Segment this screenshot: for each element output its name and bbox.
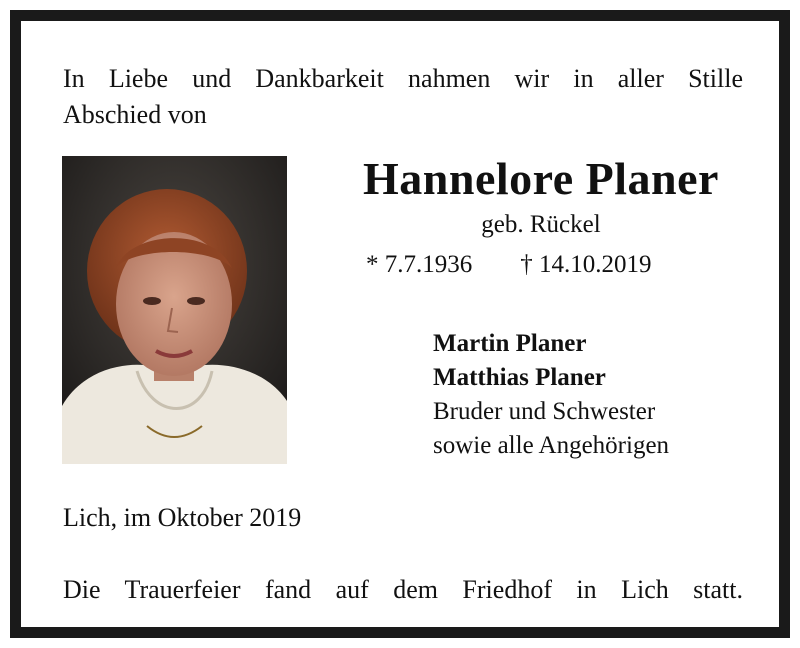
maiden-name: geb. Rückel	[481, 211, 601, 238]
mourner-name: Matthias Planer	[433, 364, 606, 391]
intro-line-1: In Liebe und Dankbarkeit nahmen wir in aller Stille	[63, 64, 743, 93]
portrait-image	[62, 156, 287, 464]
intro-line-2: Abschied von	[63, 100, 207, 129]
mourners-list	[433, 327, 669, 463]
intro-text	[63, 61, 743, 133]
place-and-date: Lich, im Oktober 2019	[63, 503, 302, 532]
birth-date: * 7.7.1936	[366, 251, 473, 278]
ceremony-note: Die Trauerfeier fand auf dem Friedhof in Lich statt.	[63, 575, 743, 604]
deceased-name: Hannelore Planer	[363, 153, 719, 204]
mourner-relatives: sowie alle Angehörigen	[433, 432, 670, 459]
portrait-photo	[62, 156, 287, 464]
notice-panel	[20, 20, 780, 628]
mourner-name: Martin Planer	[433, 330, 587, 357]
mourner-relatives: Bruder und Schwester	[433, 398, 656, 425]
death-date: † 14.10.2019	[520, 251, 652, 278]
life-dates	[366, 249, 652, 281]
